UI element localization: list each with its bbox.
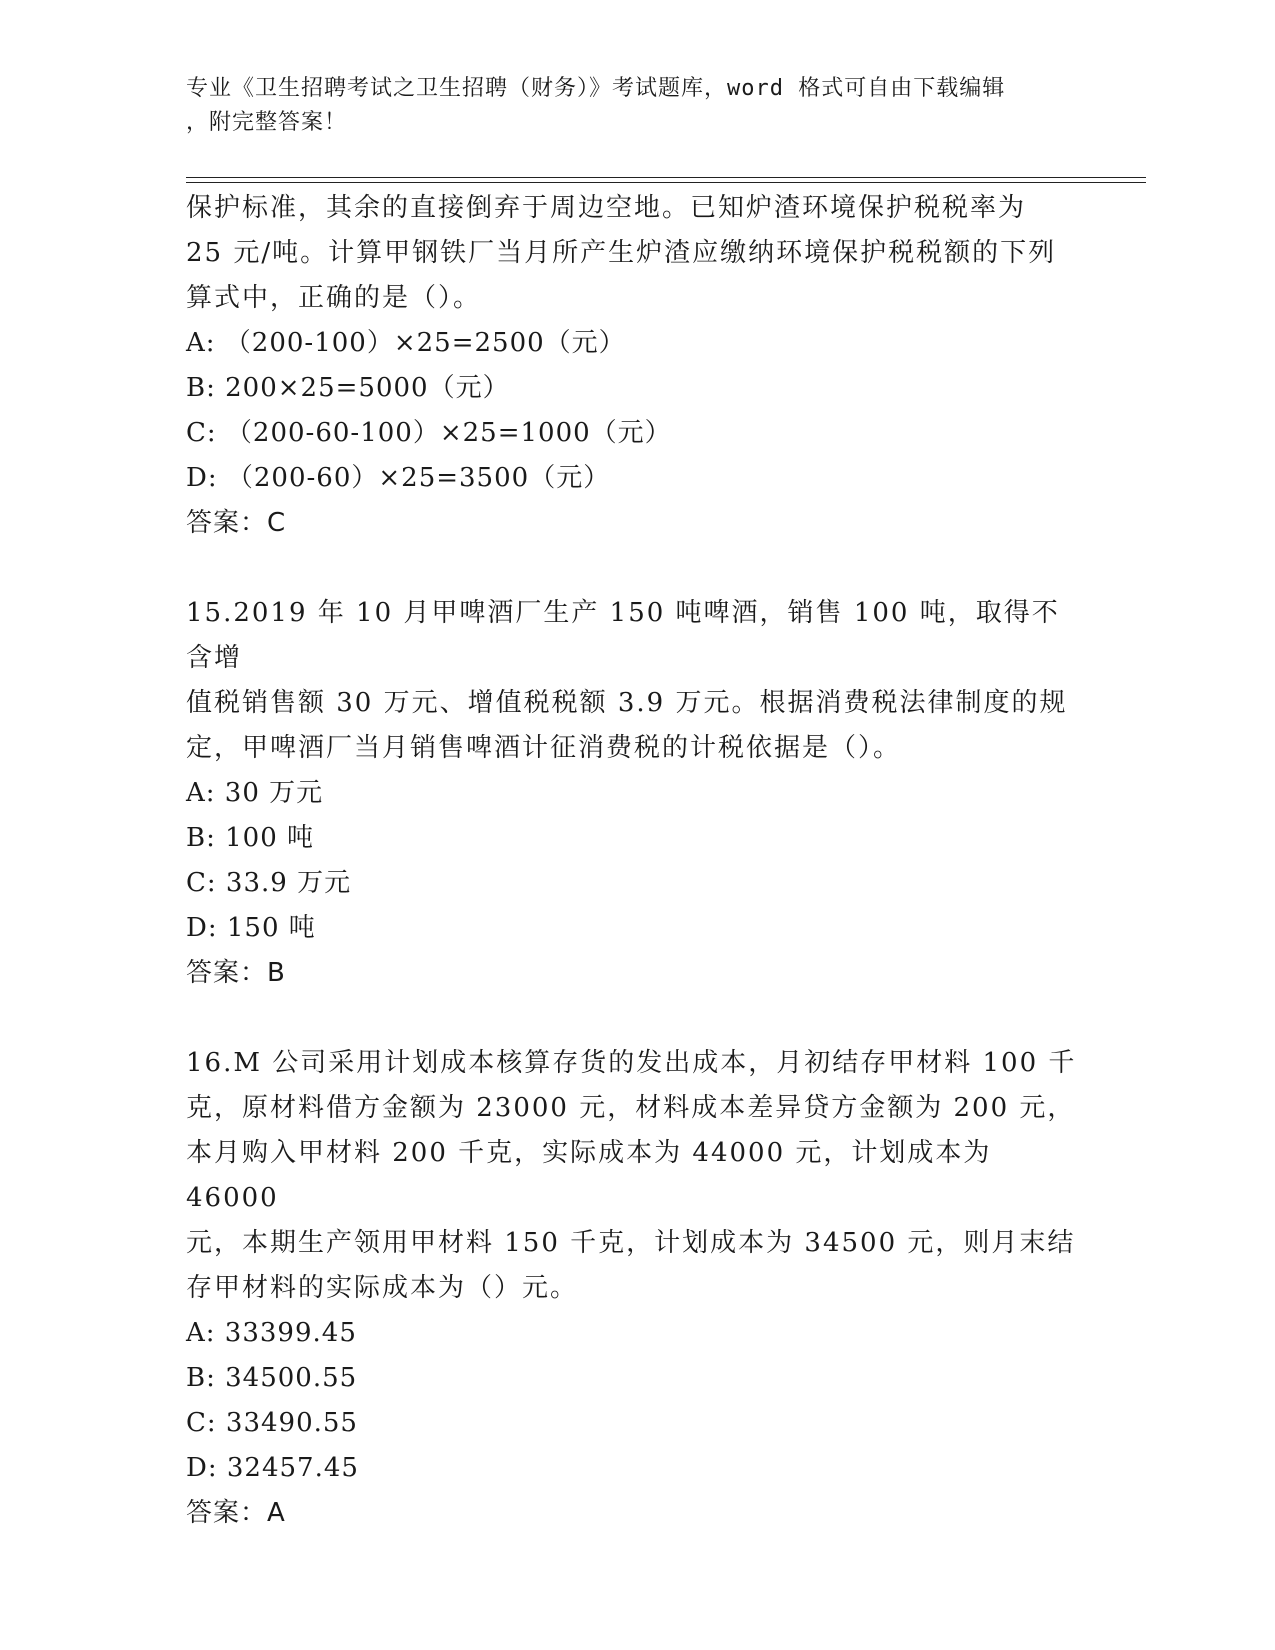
question-line: 16.M 公司采用计划成本核算存货的发出成本，月初结存甲材料 100 千 <box>186 1048 1077 1078</box>
question-line: 保护标准，其余的直接倒弃于周边空地。已知炉渣环境保护税税率为 <box>186 193 1027 223</box>
question-line: 值税销售额 30 万元、增值税税额 3.9 万元。根据消费税法律制度的规 <box>186 688 1068 718</box>
option-a: A: 30 万元 <box>186 778 324 808</box>
option-c: C: （200-60-100）×25=1000（元） <box>186 418 672 448</box>
question-15-text <box>186 591 1086 771</box>
option-b: B: 100 吨 <box>186 823 315 853</box>
question-line: 25 元/吨。计算甲钢铁厂当月所产生炉渣应缴纳环境保护税税额的下列 <box>186 238 1057 268</box>
option-d: D: （200-60）×25=3500（元） <box>186 463 611 493</box>
option-a: A: 33399.45 <box>186 1318 357 1348</box>
question-16 <box>186 1041 1086 1536</box>
question-14 <box>186 186 1086 546</box>
question-line: 克，原材料借方金额为 23000 元，材料成本差异贷方金额为 200 元， <box>186 1093 1076 1123</box>
question-line: 存甲材料的实际成本为（）元。 <box>186 1273 579 1303</box>
question-content <box>186 186 1086 1536</box>
spacer <box>186 996 1086 1041</box>
option-c: C: 33490.55 <box>186 1408 358 1438</box>
answer-line: 答案：C <box>186 508 287 538</box>
header-line-2: ，附完整答案！ <box>186 110 348 135</box>
page-header <box>186 72 1066 140</box>
header-divider-top <box>186 177 1146 178</box>
question-line: 15.2019 年 10 月甲啤酒厂生产 150 吨啤酒，销售 100 吨，取得不含增 <box>186 598 1060 673</box>
answer-line: 答案：B <box>186 958 286 988</box>
question-line: 算式中，正确的是（）。 <box>186 283 482 313</box>
question-line: 定，甲啤酒厂当月销售啤酒计征消费税的计税依据是（）。 <box>186 733 902 763</box>
option-d: D: 150 吨 <box>186 913 316 943</box>
question-line: 元，本期生产领用甲材料 150 千克，计划成本为 34500 元，则月末结 <box>186 1228 1076 1258</box>
question-15 <box>186 591 1086 996</box>
option-a: A: （200-100）×25=2500（元） <box>186 328 626 358</box>
question-line: 本月购入甲材料 200 千克，实际成本为 44000 元，计划成本为 46000 <box>186 1138 992 1213</box>
question-14-text <box>186 186 1086 321</box>
header-divider-bottom <box>186 182 1146 183</box>
spacer <box>186 546 1086 591</box>
option-c: C: 33.9 万元 <box>186 868 352 898</box>
question-16-text <box>186 1041 1086 1311</box>
option-b: B: 34500.55 <box>186 1363 358 1393</box>
option-b: B: 200×25=5000（元） <box>186 373 510 403</box>
answer-line: 答案：A <box>186 1498 286 1528</box>
option-d: D: 32457.45 <box>186 1453 359 1483</box>
header-line-1: 专业《卫生招聘考试之卫生招聘（财务）》考试题库，word 格式可自由下载编辑 <box>186 76 1006 101</box>
